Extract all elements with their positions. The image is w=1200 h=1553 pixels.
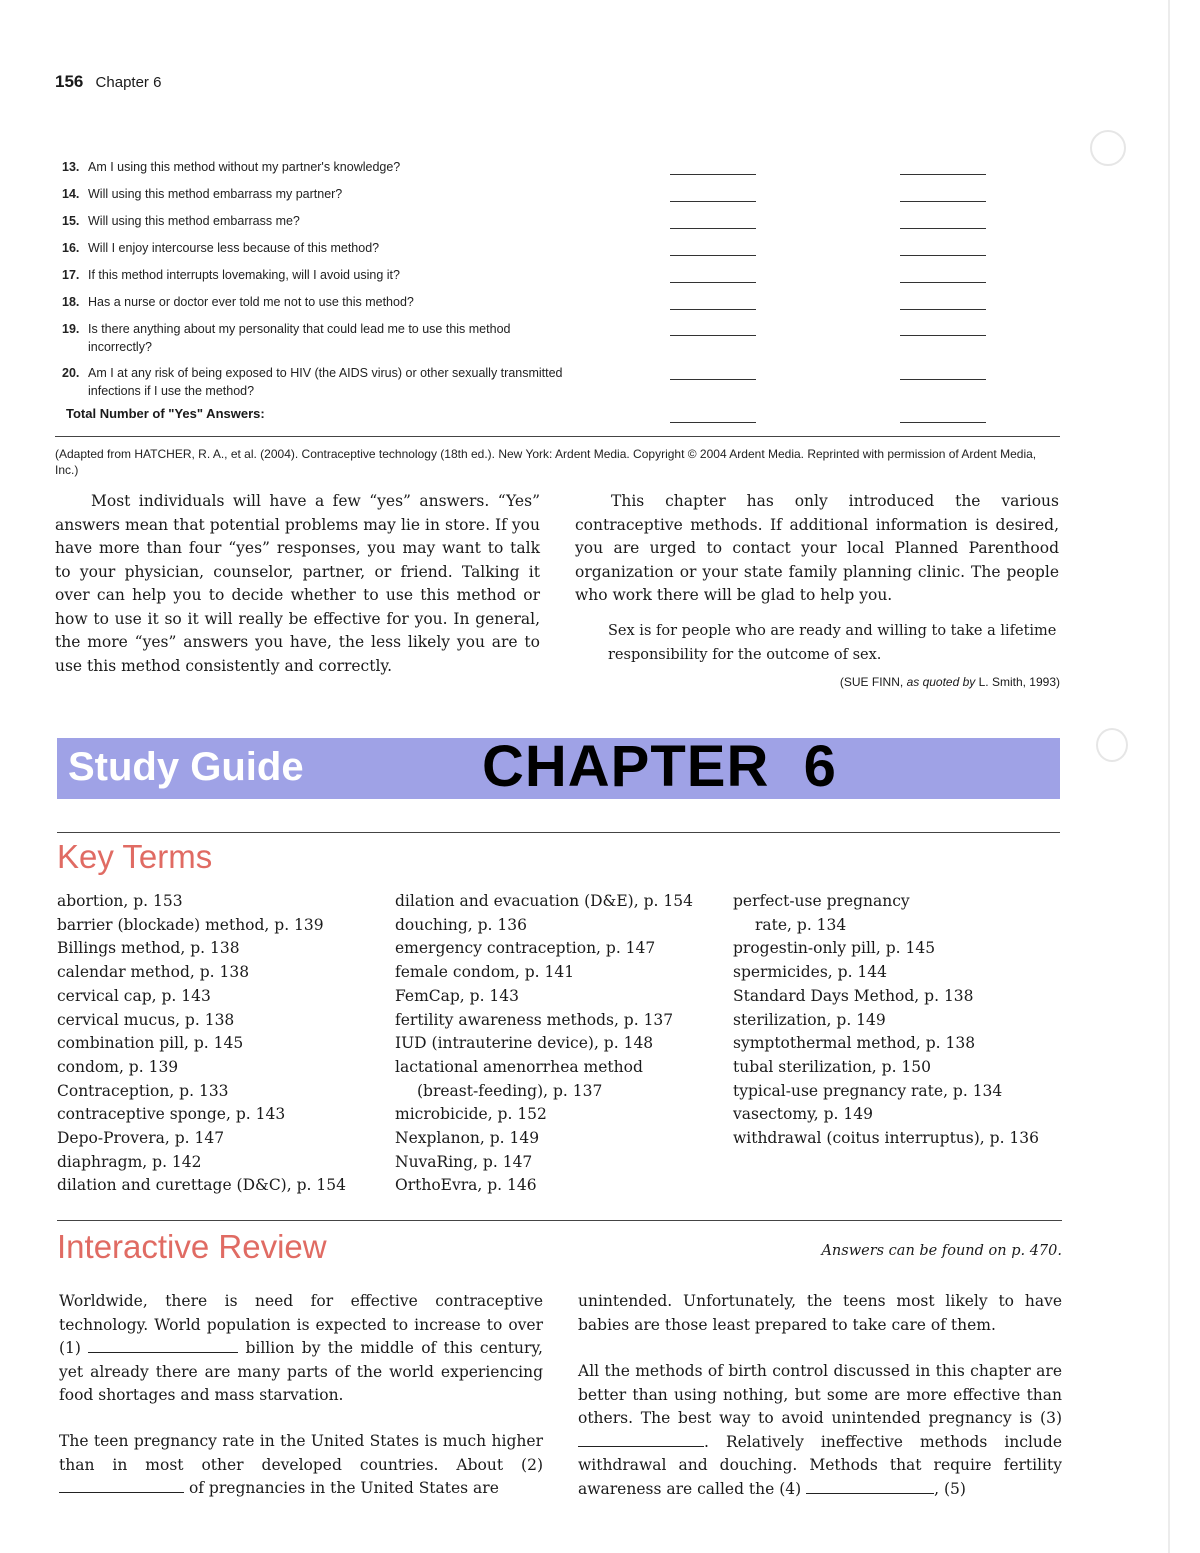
question-text: Will using this method embarrass my partner? [88,187,343,201]
body-paragraph-right: This chapter has only introduced the various contraceptive methods. If additional information is desired, you are urged to contact your local Planned Parenthood organization or your state family planning clinic. The people who work there will be glad to help you. [575,492,1059,604]
review-paragraph [578,1360,1062,1501]
total-blank[interactable] [900,422,986,423]
key-term: IUD (intrauterine device), p. 148 [395,1034,654,1053]
question-number: 18. [62,295,80,309]
review-text: of pregnancies in the United States are [188,1479,499,1497]
quote-as-quoted: as quoted by [906,675,976,689]
key-term: abortion, p. 153 [57,892,183,910]
answer-blank[interactable] [670,228,756,229]
question-row [62,239,572,257]
quote-author: (SUE FINN, [839,675,904,689]
answer-blank[interactable] [670,201,756,202]
key-term-continuation: rate, p. 134 [755,915,847,934]
fill-in-blank-1[interactable] [88,1338,238,1353]
answer-blank[interactable] [900,228,986,229]
key-term: cervical mucus, p. 138 [57,1010,235,1029]
key-term: progestin-only pill, p. 145 [733,939,936,958]
answer-blank[interactable] [670,309,756,310]
banner-chapter-label: CHAPTER 6 [482,734,837,799]
interactive-review-heading: Interactive Review [57,1228,327,1265]
banner-study-guide-label: Study Guide [68,745,304,789]
answer-blank[interactable] [670,282,756,283]
epigraph-quote: Sex is for people who are ready and willing to take a lifetime responsibility for the outcome of sex. [608,623,1057,663]
key-term-continuation: (breast-feeding), p. 137 [417,1081,603,1100]
fill-in-blank-4[interactable] [806,1479,934,1494]
fill-in-blank-2[interactable] [59,1478,184,1493]
key-term: condom, p. 139 [57,1057,179,1076]
key-term: contraceptive sponge, p. 143 [57,1105,286,1124]
total-yes-label: Total Number of "Yes" Answers: [66,406,265,421]
key-term: sterilization, p. 149 [733,1010,886,1029]
key-term: barrier (blockade) method, p. 139 [57,915,324,934]
key-term: Standard Days Method, p. 138 [733,986,974,1005]
fill-in-blank-3[interactable] [578,1432,704,1447]
answer-blank[interactable] [900,174,986,175]
answer-blank[interactable] [900,379,986,380]
page-edge-line [1168,0,1170,1553]
key-term: Billings method, p. 138 [57,939,240,958]
key-term: spermicides, p. 144 [733,963,888,982]
question-row [62,364,572,400]
source-note: (Adapted from HATCHER, R. A., et al. (2004). Contraceptive technology (18th ed.). New York: Ardent Media. Copyright © 2004 Ardent Media. Reprinted with permission of Ardent Media, Inc.) [55,447,1037,477]
key-terms-column-2 [395,890,693,1198]
key-term: diaphragm, p. 142 [57,1152,202,1171]
question-number: 14. [62,187,80,201]
answer-blank[interactable] [670,335,756,336]
key-term: fertility awareness methods, p. 137 [395,1010,674,1029]
key-term: combination pill, p. 145 [57,1034,244,1053]
question-text: Has a nurse or doctor ever told me not to use this method? [88,295,414,309]
answer-blank[interactable] [900,282,986,283]
key-term: NuvaRing, p. 147 [395,1152,533,1171]
question-text: If this method interrupts lovemaking, will I avoid using it? [88,268,400,282]
key-term: FemCap, p. 143 [395,986,520,1005]
key-term: female condom, p. 141 [395,963,575,982]
total-blank[interactable] [670,422,756,423]
answer-blank[interactable] [900,201,986,202]
question-row [62,320,572,356]
divider [57,832,1060,833]
question-number: 19. [62,322,80,336]
key-terms-heading: Key Terms [57,838,213,875]
question-number: 13. [62,160,80,174]
question-number: 16. [62,241,80,255]
key-term: Depo-Provera, p. 147 [57,1129,225,1148]
question-text: Am I using this method without my partner's knowledge? [88,160,401,174]
answer-blank[interactable] [900,335,986,336]
answer-blank[interactable] [670,379,756,380]
answer-blank[interactable] [900,255,986,256]
body-paragraph-left: Most individuals will have a few “yes” answers. “Yes” answers mean that potential problems may lie in store. If you have more than four “yes” responses, you may want to talk to your physician, counselor, partner, or friend. Talking it over can help you to decide whether to use this method or how to use it so it will really be effective for you. In general, the more “yes” answers you have, the less likely you are to use this method consistently and correctly. [55,492,540,675]
answer-blank[interactable] [670,255,756,256]
key-term: douching, p. 136 [395,915,527,934]
key-term: perfect-use pregnancy [733,892,910,910]
question-text: Will using this method embarrass me? [88,214,300,228]
key-term: cervical cap, p. 143 [57,986,211,1005]
key-term: dilation and curettage (D&C), p. 154 [57,1176,346,1195]
question-number: 17. [62,268,80,282]
answer-blank[interactable] [670,174,756,175]
question-number: 20. [62,366,80,380]
page-number: 156 [55,72,84,91]
question-text: Am I at any risk of being exposed to HIV (the AIDS virus) or other sexually transmitted infections if I use the method? [88,366,563,398]
key-term: typical-use pregnancy rate, p. 134 [733,1081,1003,1100]
review-text: . Relatively ineffective methods include withdrawal and douching. Methods that require fertility awareness are called the (4) [578,1432,1062,1498]
chapter-label: Chapter 6 [95,74,162,91]
question-text: Is there anything about my personality that could lead me to use this method incorrectly? [88,322,511,354]
divider [57,1220,1062,1221]
running-head [55,72,161,92]
key-term: dilation and evacuation (D&E), p. 154 [395,892,693,910]
key-term: microbicide, p. 152 [395,1105,547,1124]
question-row [62,212,572,230]
key-term: tubal sterilization, p. 150 [733,1057,932,1076]
answers-note: Answers can be found on p. 470. [821,1243,1062,1259]
question-row [62,293,572,311]
key-term: Contraception, p. 133 [57,1081,229,1100]
key-term: symptothermal method, p. 138 [733,1034,976,1053]
binder-hole-mark [1090,130,1126,166]
key-terms-column-1 [57,890,346,1198]
key-term: calendar method, p. 138 [57,963,250,982]
key-term: Nexplanon, p. 149 [395,1129,540,1148]
key-term: emergency contraception, p. 147 [395,939,656,958]
question-number: 15. [62,214,80,228]
question-text: Will I enjoy intercourse less because of this method? [88,241,380,255]
review-paragraph [59,1430,543,1501]
question-row [62,158,572,176]
review-text: , (5) [934,1479,966,1498]
key-terms-column-3 [733,890,1039,1151]
review-paragraph [59,1290,543,1408]
quote-attribution [600,675,1060,689]
review-text: The teen pregnancy rate in the United States is much higher than in most other developed countries. About (2) [59,1432,543,1474]
question-row [62,185,572,203]
key-term: lactational amenorrhea method [395,1057,643,1076]
answer-blank[interactable] [900,309,986,310]
key-term: withdrawal (coitus interruptus), p. 136 [733,1129,1040,1148]
review-paragraph: unintended. Unfortunately, the teens most likely to have babies are those least prepared to take care of them. [578,1292,1062,1334]
divider [55,436,1060,437]
quote-source: L. Smith, 1993) [978,675,1060,689]
key-term: vasectomy, p. 149 [733,1105,873,1124]
review-text: All the methods of birth control discussed in this chapter are better than using nothing, but some are more effective than others. The best way to avoid unintended pregnancy is (3) [578,1362,1062,1427]
review-text: Worldwide, there is need for effective contraceptive technology. World population is expected to increase to over (1) [59,1292,543,1357]
binder-hole-mark [1096,728,1128,762]
key-term: OrthoEvra, p. 146 [395,1176,537,1195]
question-row [62,266,572,284]
review-text: billion by the middle of this century, yet already there are many parts of the world experiencing food shortages and mass starvation. [59,1339,543,1404]
